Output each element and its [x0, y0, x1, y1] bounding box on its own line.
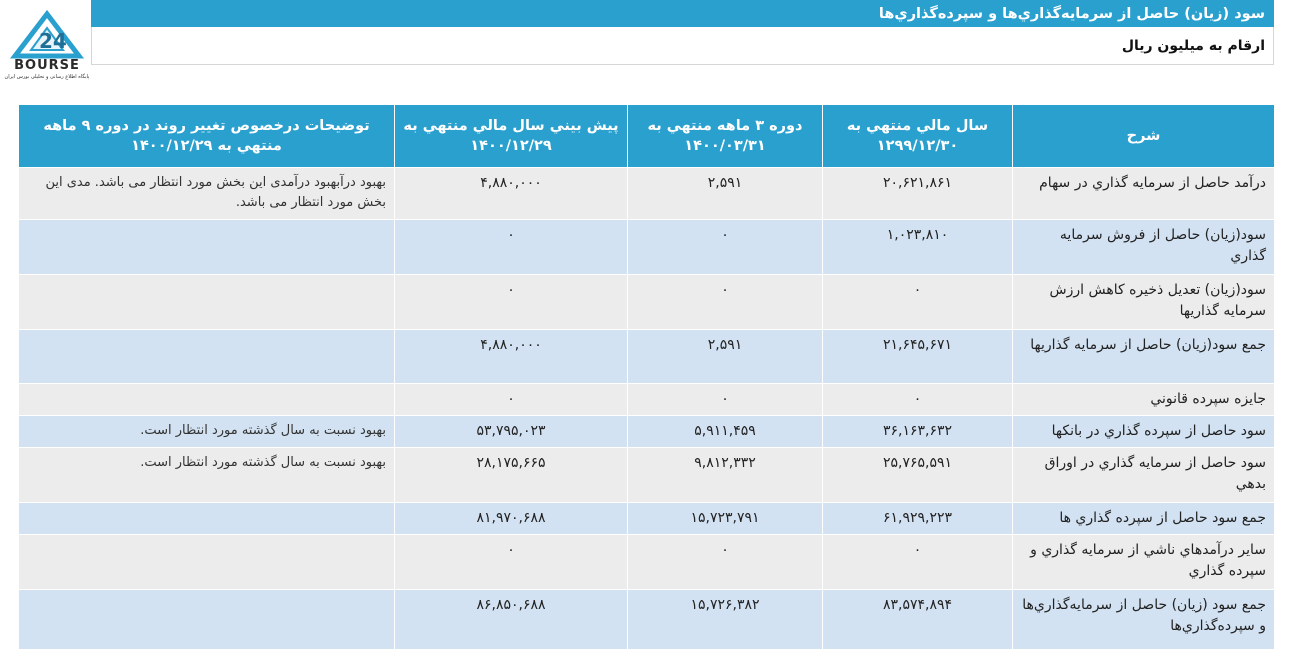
row-value-fy1399: ۶۱,۹۲۹,۲۲۳: [823, 503, 1013, 535]
section-title: سود (زيان) حاصل از سرمايه‌گذاري‌ها و سپرده‌گذاري‌ها: [91, 0, 1274, 27]
row-value-forecast: ۰: [395, 275, 628, 330]
table-row: [19, 220, 1275, 275]
row-note: [19, 220, 395, 275]
row-value-fy1399: ۸۳,۵۷۴,۸۹۴: [823, 590, 1013, 650]
row-value-3month: ۲,۵۹۱: [628, 330, 823, 384]
row-description: سود حاصل از سرمايه گذاري در اوراق بدهي: [1013, 448, 1275, 503]
row-note: بهبود نسبت به سال گذشته مورد انتظار است.: [19, 448, 395, 503]
row-description: درآمد حاصل از سرمايه گذاري در سهام: [1013, 168, 1275, 220]
svg-text:24: 24: [39, 29, 67, 53]
table-row: [19, 535, 1275, 590]
row-value-forecast: ۵۳,۷۹۵,۰۲۳: [395, 416, 628, 448]
row-description: سود حاصل از سپرده گذاري در بانكها: [1013, 416, 1275, 448]
row-note: [19, 384, 395, 416]
column-header-notes: توضيحات درخصوص تغيير روند در دوره ۹ ماهه منتهي به ۱۴۰۰/۱۲/۲۹: [19, 105, 395, 168]
row-value-fy1399: ۲۰,۶۲۱,۸۶۱: [823, 168, 1013, 220]
row-note: [19, 275, 395, 330]
row-description: جمع سود(زيان) حاصل از سرمايه گذاريها: [1013, 330, 1275, 384]
row-value-forecast: ۲۸,۱۷۵,۶۶۵: [395, 448, 628, 503]
row-note: [19, 590, 395, 650]
row-description: سود(زيان) تعديل ذخيره كاهش ارزش سرمايه گذاريها: [1013, 275, 1275, 330]
table-row: [19, 416, 1275, 448]
row-description: جمع سود (زيان) حاصل از سرمايه‌گذاري‌ها و سپرده‌گذاري‌ها: [1013, 590, 1275, 650]
row-value-3month: ۰: [628, 220, 823, 275]
unit-label: ارقام به ميليون ريال: [91, 27, 1274, 65]
column-header-fy1399: سال مالي منتهي به ۱۲۹۹/۱۲/۳۰: [823, 105, 1013, 168]
row-value-fy1399: ۰: [823, 384, 1013, 416]
row-note: [19, 503, 395, 535]
row-value-forecast: ۸۶,۸۵۰,۶۸۸: [395, 590, 628, 650]
row-value-fy1399: ۱,۰۲۳,۸۱۰: [823, 220, 1013, 275]
row-value-3month: ۰: [628, 535, 823, 590]
row-value-forecast: ۴,۸۸۰,۰۰۰: [395, 168, 628, 220]
logo-subtitle: پایگاه اطلاع رسانی و تحلیلی بورس ایران: [4, 74, 90, 80]
row-value-forecast: ۰: [395, 535, 628, 590]
column-header-forecast: پيش بيني سال مالي منتهي به ۱۴۰۰/۱۲/۲۹: [395, 105, 628, 168]
table-row: [19, 330, 1275, 384]
row-value-forecast: ۴,۸۸۰,۰۰۰: [395, 330, 628, 384]
row-value-forecast: ۰: [395, 384, 628, 416]
row-description: سود(زيان) حاصل از فروش سرمايه گذاري: [1013, 220, 1275, 275]
row-value-fy1399: ۰: [823, 275, 1013, 330]
row-value-3month: ۱۵,۷۲۶,۳۸۲: [628, 590, 823, 650]
row-value-fy1399: ۲۱,۶۴۵,۶۷۱: [823, 330, 1013, 384]
table-row: [19, 590, 1275, 650]
table-row: [19, 503, 1275, 535]
row-value-fy1399: ۰: [823, 535, 1013, 590]
row-value-3month: ۰: [628, 275, 823, 330]
row-description: جايزه سپرده قانوني: [1013, 384, 1275, 416]
logo-wordmark: BOURSE: [14, 58, 80, 73]
bourse-logo: [3, 10, 91, 84]
row-description: ساير درآمدهاي ناشي از سرمايه گذاري و سپرده گذاري: [1013, 535, 1275, 590]
row-value-3month: ۱۵,۷۲۳,۷۹۱: [628, 503, 823, 535]
row-note: [19, 535, 395, 590]
row-note: بهبود درآبهبود درآمدی این بخش مورد انتظار می باشد. مدی این بخش مورد انتظار می باشد.: [19, 168, 395, 220]
table-row: [19, 384, 1275, 416]
table-row: [19, 448, 1275, 503]
column-header-3month: دوره ۳ ماهه منتهي به ۱۴۰۰/۰۳/۳۱: [628, 105, 823, 168]
row-value-3month: ۵,۹۱۱,۴۵۹: [628, 416, 823, 448]
row-note: بهبود نسبت به سال گذشته مورد انتظار است.: [19, 416, 395, 448]
row-value-forecast: ۸۱,۹۷۰,۶۸۸: [395, 503, 628, 535]
table-row: [19, 168, 1275, 220]
investment-income-table: [18, 104, 1275, 650]
row-value-forecast: ۰: [395, 220, 628, 275]
row-description: جمع سود حاصل از سپرده گذاري ها: [1013, 503, 1275, 535]
row-value-fy1399: ۳۶,۱۶۳,۶۳۲: [823, 416, 1013, 448]
column-header-description: شرح: [1013, 105, 1275, 168]
row-value-3month: ۰: [628, 384, 823, 416]
row-value-fy1399: ۲۵,۷۶۵,۵۹۱: [823, 448, 1013, 503]
row-note: [19, 330, 395, 384]
logo-mark-icon: [3, 10, 91, 60]
row-value-3month: ۲,۵۹۱: [628, 168, 823, 220]
table-row: [19, 275, 1275, 330]
row-value-3month: ۹,۸۱۲,۳۳۲: [628, 448, 823, 503]
table-header-row: [19, 105, 1275, 168]
